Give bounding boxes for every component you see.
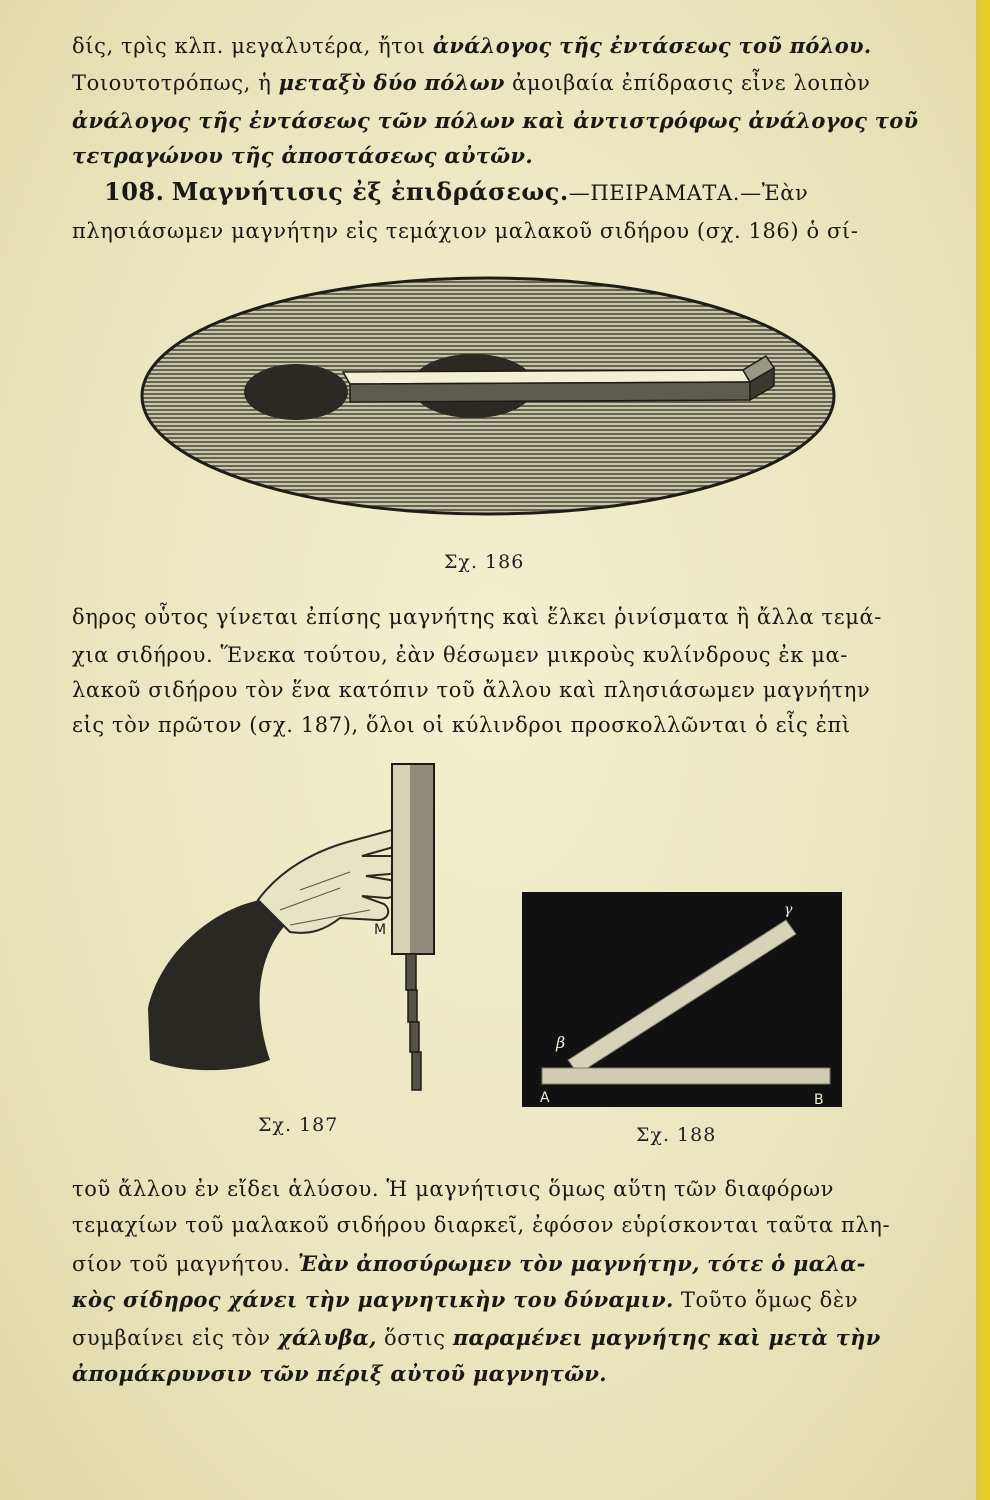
text-line: δηρος οὗτος γίνεται ἐπίσης μαγνήτης καὶ ἕλκει ῥινίσματα ἢ ἄλλα τεμά- [72,605,882,629]
label-b: Β [814,1092,824,1108]
label-a: Α [540,1090,550,1106]
caption-fig-186: Σχ. 186 [444,551,525,573]
text-line: ἀπομάκρυνσιν τῶν πέριξ αὐτοῦ μαγνητῶν. [72,1361,607,1386]
label-gamma: γ [784,902,793,918]
vertical-magnet [392,764,434,954]
iron-cylinders-chain [406,954,421,1090]
text-line: δίς, τρὶς κλπ. μεγαλυτέρα, ἤτοι ἀνάλογος τῆς ἐντάσεως τοῦ πόλου. [72,33,872,58]
text-line: σίον τοῦ μαγνήτου. Ἐὰν ἀποσύρωμεν τὸν μαγνήτην, τότε ὁ μαλα- [72,1251,866,1276]
figure-188 [522,892,842,1112]
text-line: πλησιάσωμεν μαγνήτην εἰς τεμάχιον μαλακοῦ σιδήρου (σχ. 186) ὁ σί- [72,219,859,243]
label-m: Μ [374,922,387,938]
caption-fig-187: Σχ. 187 [258,1114,339,1136]
hand-with-sleeve [148,830,399,1070]
text-line: χια σιδήρου. Ἕνεκα τούτου, ἐὰν θέσωμεν μικροὺς κυλίνδρους ἐκ μα- [72,643,848,667]
label-beta: β [556,1033,566,1052]
section-number: 108. [104,177,165,206]
caption-fig-188: Σχ. 188 [636,1124,717,1146]
page-edge [976,0,990,1500]
figure-187 [140,760,450,1120]
text-line: συμβαίνει εἰς τὸν χάλυβα, ὅστις παραμένει μαγνήτης καὶ μετὰ τὴν [72,1325,881,1350]
text-line: Τοιουτοτρόπως, ἡ μεταξὺ δύο πόλων ἀμοιβαία ἐπίδρασις εἶνε λοιπὸν [72,70,871,95]
text-line: λακοῦ σιδήρου τὸν ἕνα κατόπιν τοῦ ἄλλου καὶ πλησιάσωμεν μαγνήτην [72,678,871,702]
text-line: τοῦ ἄλλου ἐν εἴδει ἁλύσου. Ἡ μαγνήτισις ὅμως αὕτη τῶν διαφόρων [72,1177,834,1201]
figure-186 [138,272,838,520]
text-line: τετραγώνου τῆς ἀποστάσεως αὐτῶν. [72,143,533,168]
section-title: Μαγνήτισις ἐξ ἐπιδράσεως. [171,177,569,206]
text-line: εἰς τὸν πρῶτον (σχ. 187), ὅλοι οἱ κύλινδροι προσκολλῶνται ὁ εἷς ἐπὶ [72,713,851,737]
text-line: κὸς σίδηρος χάνει τὴν μαγνητικὴν του δύναμιν. Τοῦτο ὅμως δὲν [72,1287,859,1312]
text-line: τεμαχίων τοῦ μαλακοῦ σιδήρου διαρκεῖ, ἐφόσον εὑρίσκονται ταῦτα πλη- [72,1213,891,1237]
section-heading: 108. Μαγνήτισις ἐξ ἐπιδράσεως.—ΠΕΙΡΑΜΑΤΑ.—Ἐὰν [104,177,809,206]
text-line: ἀνάλογος τῆς ἐντάσεως τῶν πόλων καὶ ἀντιστρόφως ἀνάλογος τοῦ [72,108,919,133]
